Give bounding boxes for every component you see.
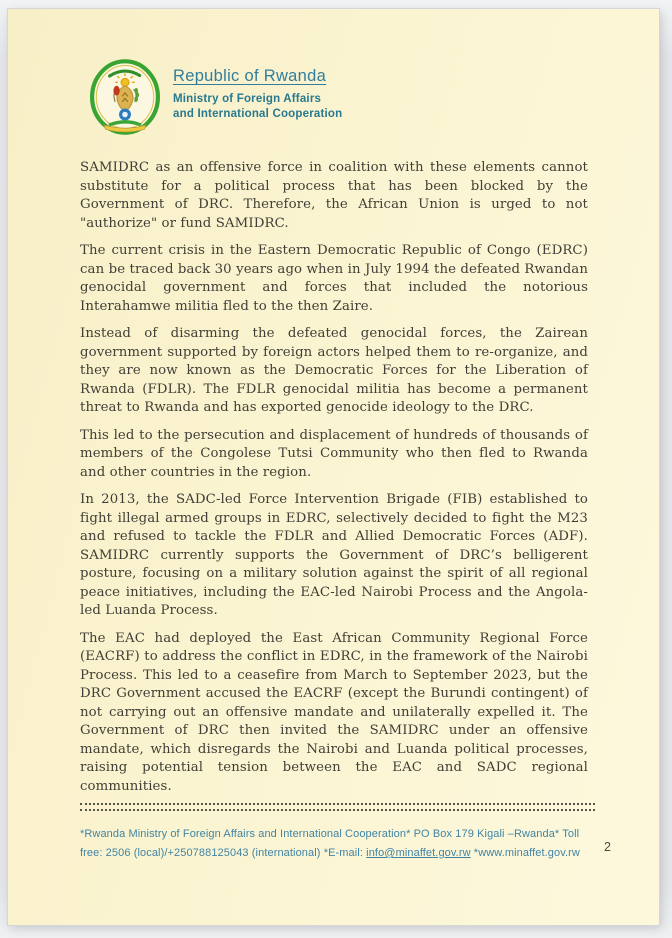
paragraph-tutsi-displacement: This led to the persecution and displacement of hundreds of thousands of members of the Congolese Tutsi Community who then fled to Rwanda and other countries in the region. — [80, 427, 588, 480]
paragraph-eacrf-deployment: The EAC had deployed the East African Community Regional Force (EACRF) to address the conflict in EDRC, in the framework of the Nairobi Process. This led to a ceasefire from March to September 2023, but the DRC Government accused the EACRF (except the Burundi contingent) of not carrying out an offensive mandate and unilaterally expelled it. The Government of DRC then invited the SAMIDRC under an offensive mandate, which disregards the Nairobi and Luanda political processes, raising potential tension between the EAC and SADC regional communities. — [80, 630, 588, 794]
footer-website-text: *www.minaffet.gov.rw — [470, 847, 580, 859]
paragraph-current-crisis: The current crisis in the Eastern Democratic Republic of Congo (EDRC) can be traced back 30 years ago when in July 1994 the defeated Rwandan genocidal government and forces that included the notorious Interahamwe militia fled to the then Zaire. — [80, 243, 588, 314]
ministry-line-1: Ministry of Foreign Affairs — [173, 93, 322, 105]
ministry-line-2: and International Cooperation — [173, 107, 343, 120]
page-number: 2 — [604, 840, 611, 854]
document-page — [8, 9, 659, 925]
footer-address-text: *Rwanda Ministry of Foreign Affairs and International Cooperation* PO Box 179 Kigali –Rwanda* Toll free: 2506 (local)/+250788125043 (international) *E-mail: — [80, 828, 580, 859]
paragraph-fib-2013: In 2013, the SADC-led Force Intervention Brigade (FIB) established to fight illegal armed groups in EDRC, selectively decided to fight the M23 and refused to tackle the FDLR and Allied Democratic Forces (ADF). SAMIDRC currently supports the Government of DRC’s belligerent posture, focusing on a military solution against the spirit of all regional peace initiatives, including the EAC-led Nairobi Process and the Angola-led Luanda Process. — [80, 492, 588, 618]
document-body — [80, 159, 588, 796]
rwanda-coat-of-arms-logo — [90, 58, 160, 136]
footer-separator-rule — [80, 803, 595, 811]
footer-contact-info — [80, 825, 595, 863]
letterhead — [80, 58, 588, 136]
email-link[interactable]: info@minaffet.gov.rw — [366, 847, 471, 859]
paragraph-samidrc-coalition: SAMIDRC as an offensive force in coalition with these elements cannot substitute for a political process that has been blocked by the Government of DRC. Therefore, the African Union is urged to not "authorize" or fund SAMIDRC. — [80, 160, 588, 231]
page-footer — [80, 803, 611, 863]
paragraph-fdlr-origin: Instead of disarming the defeated genocidal forces, the Zairean government supported by foreign actors helped them to re-organize, and they are now known as the Democratic Forces for the Liberation of Rwanda (FDLR). The FDLR genocidal militia has become a permanent threat to Rwanda and has exported genocide ideology to the DRC. — [80, 326, 588, 415]
republic-title: Republic of Rwanda — [173, 67, 327, 85]
